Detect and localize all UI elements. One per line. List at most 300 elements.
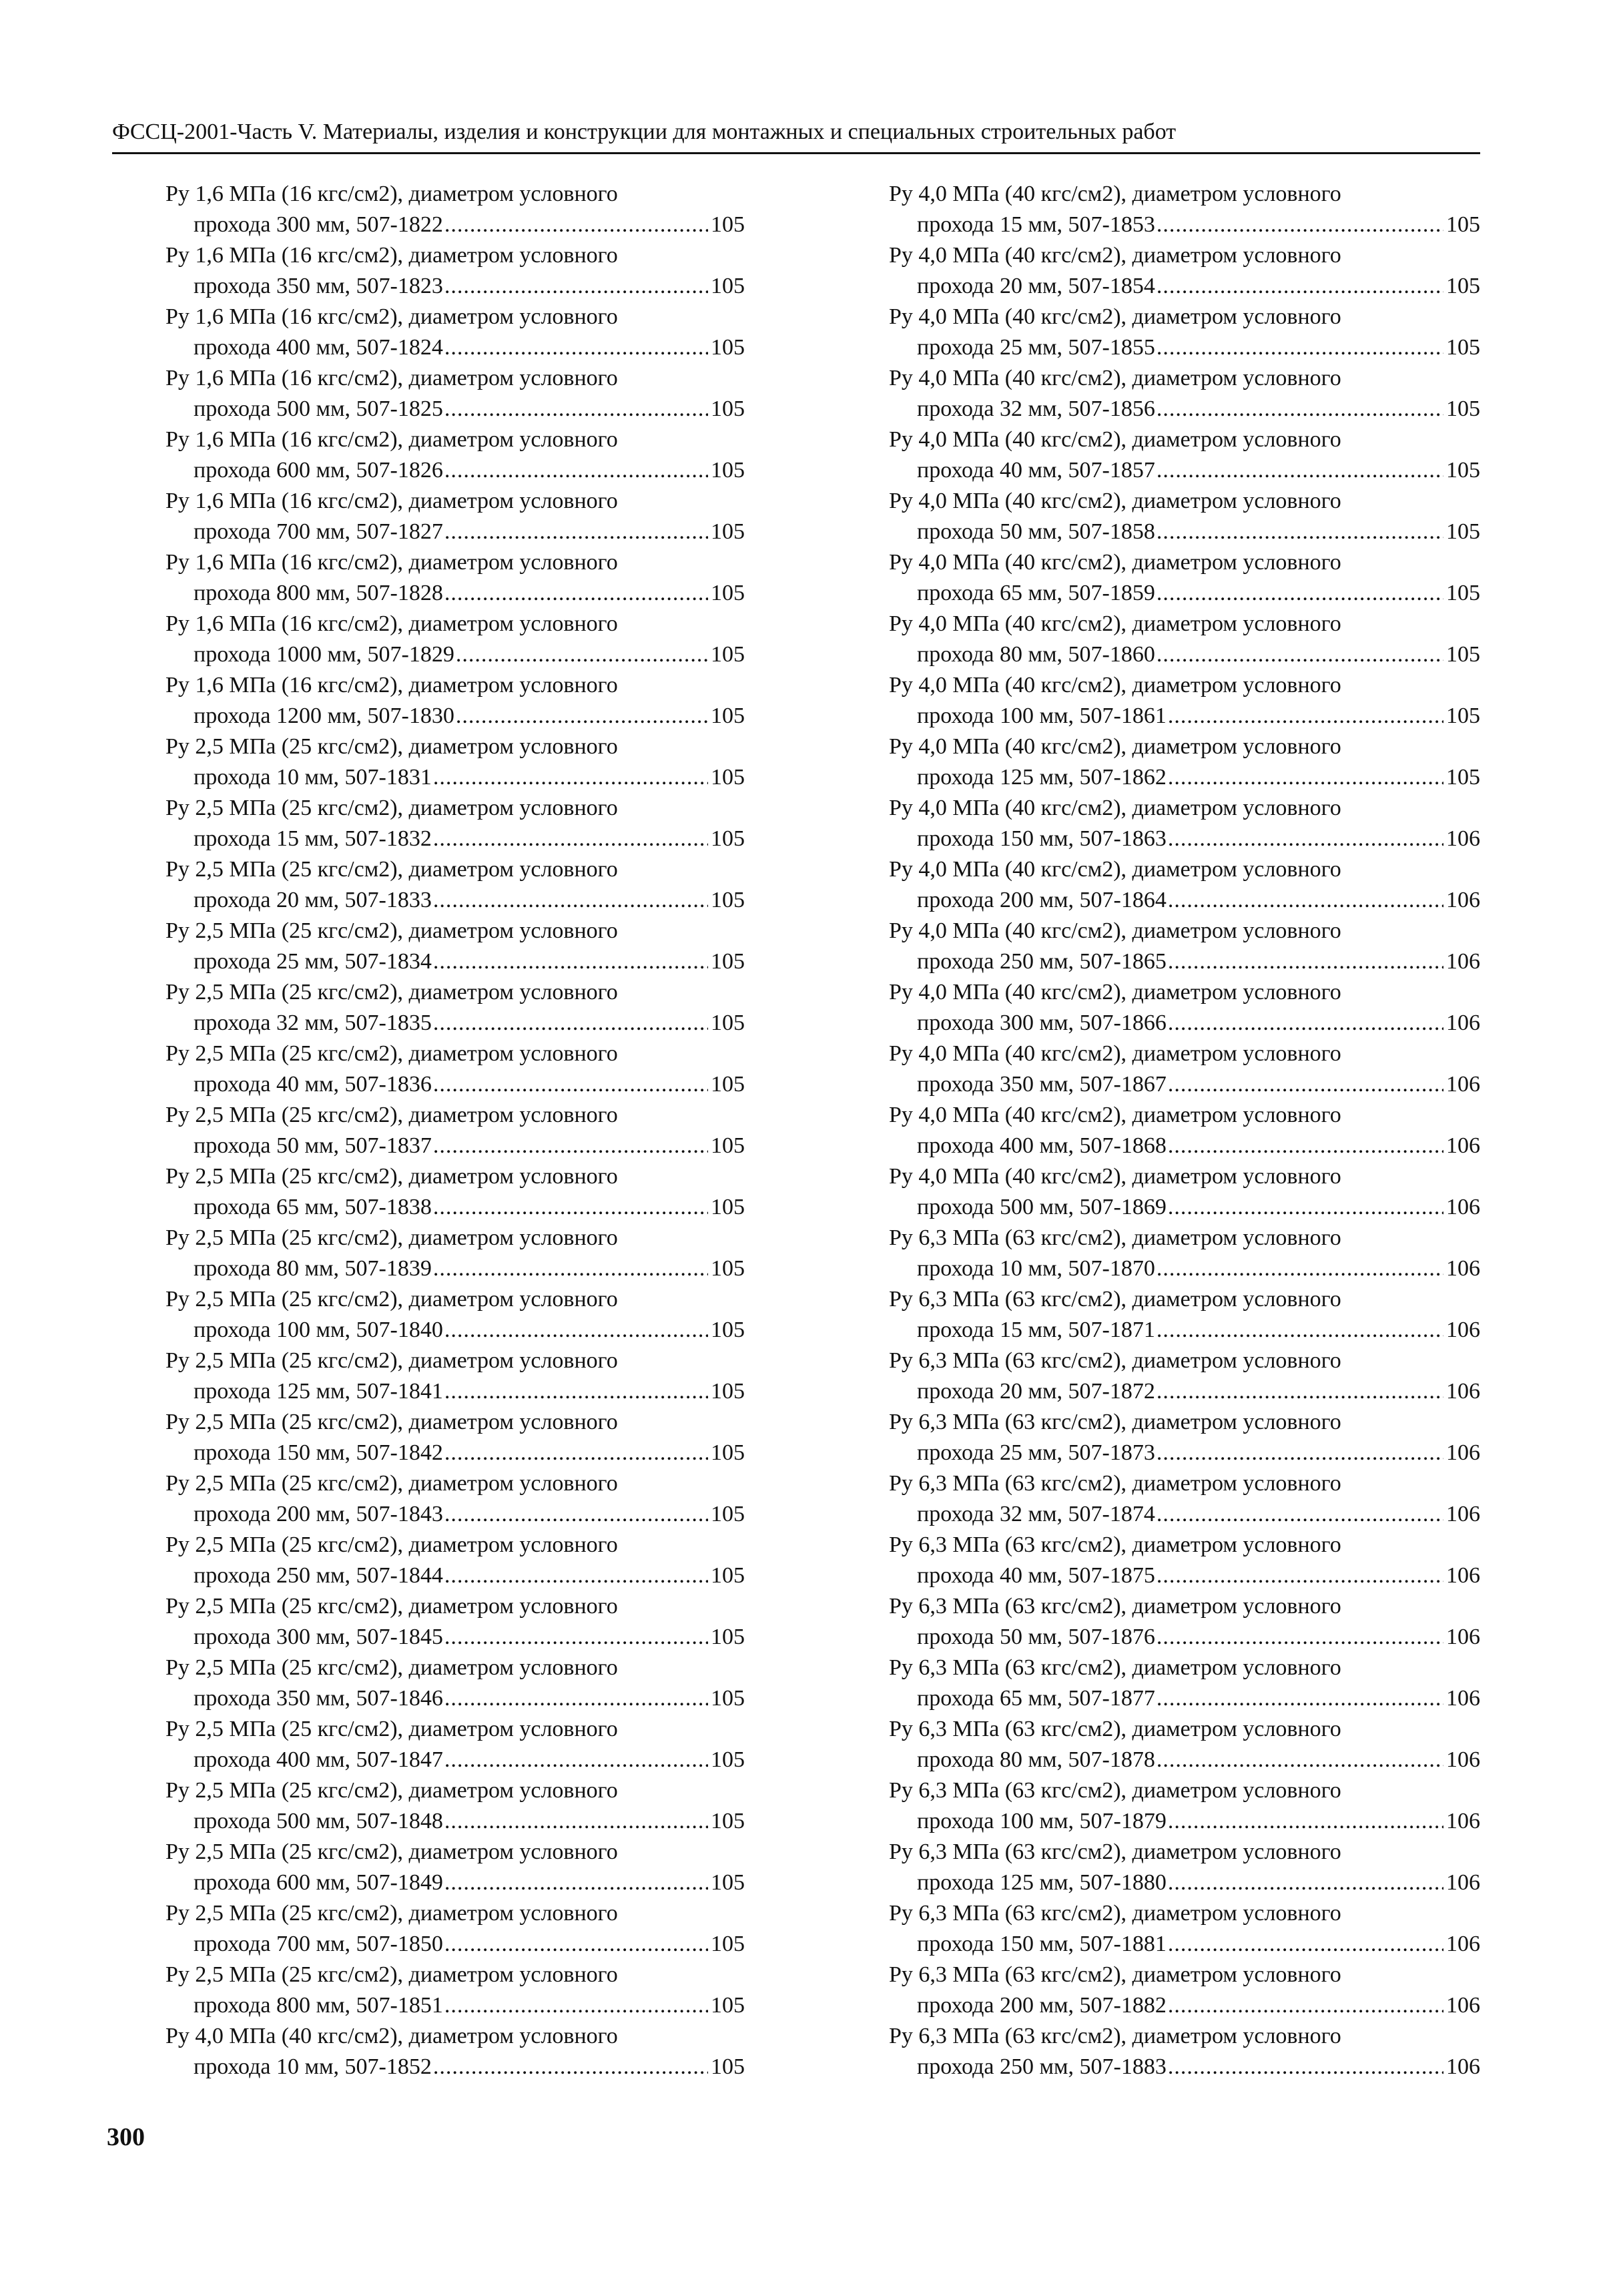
index-entry: [166, 854, 745, 916]
entry-code: прохода 32 мм, 507-1874: [917, 1502, 1155, 1526]
entry-page-ref: 105: [1446, 765, 1480, 790]
entry-description: Ру 4,0 МПа (40 кгс/см2), диаметром условного: [889, 1164, 1341, 1189]
index-entry: [889, 1653, 1480, 1714]
entry-code: прохода 15 мм, 507-1871: [917, 1318, 1155, 1342]
entry-description: Ру 4,0 МПа (40 кгс/см2), диаметром условного: [889, 243, 1341, 268]
index-entry: [166, 1468, 745, 1530]
entry-description: Ру 4,0 МПа (40 кгс/см2), диаметром условного: [889, 182, 1341, 206]
dot-leader: [1167, 946, 1443, 977]
dot-leader: [443, 271, 708, 302]
entry-page-ref: 105: [711, 1747, 745, 1772]
index-entry: [166, 179, 745, 240]
index-column-right: [889, 179, 1480, 2082]
dot-leader: [1167, 2052, 1443, 2082]
entry-description: Ру 4,0 МПа (40 кгс/см2), диаметром условного: [889, 1103, 1341, 1127]
entry-detail-row: [166, 1253, 745, 1284]
entry-detail-row: [166, 578, 745, 609]
entry-code: прохода 15 мм, 507-1832: [194, 826, 432, 851]
entry-code: прохода 65 мм, 507-1877: [917, 1686, 1155, 1711]
entry-description: Ру 6,3 МПа (63 кгс/см2), диаметром условного: [889, 1287, 1341, 1312]
index-entry: [166, 1960, 745, 2021]
index-entry: [889, 1284, 1480, 1346]
entry-detail-row: [889, 701, 1480, 732]
dot-leader: [1167, 1806, 1443, 1837]
entry-detail-row: [889, 1868, 1480, 1898]
entry-code: прохода 150 мм, 507-1863: [917, 826, 1167, 851]
entry-page-ref: 105: [711, 581, 745, 605]
entry-description: Ру 6,3 МПа (63 кгс/см2), диаметром условного: [889, 1471, 1341, 1496]
entry-page-ref: 105: [711, 274, 745, 298]
entry-description: Ру 2,5 МПа (25 кгс/см2), диаметром условного: [166, 1532, 618, 1557]
entry-description: Ру 1,6 МПа (16 кгс/см2), диаметром условного: [166, 243, 618, 268]
dot-leader: [443, 1745, 708, 1775]
entry-detail-row: [166, 1560, 745, 1591]
entry-detail-row: [889, 1745, 1480, 1775]
index-entry: [889, 793, 1480, 854]
dot-leader: [1155, 394, 1443, 424]
entry-code: прохода 350 мм, 507-1867: [917, 1072, 1167, 1097]
entry-page-ref: 105: [711, 1686, 745, 1711]
dot-leader: [432, 1253, 708, 1284]
index-entry: [166, 1530, 745, 1591]
index-entry: [889, 547, 1480, 609]
index-entry: [166, 977, 745, 1039]
entry-detail-row: [889, 639, 1480, 670]
entry-description: Ру 2,5 МПа (25 кгс/см2), диаметром условного: [166, 1164, 618, 1189]
entry-page-ref: 106: [1446, 1563, 1480, 1588]
entry-page-ref: 105: [711, 396, 745, 421]
entry-code: прохода 100 мм, 507-1861: [917, 703, 1167, 728]
entry-code: прохода 600 мм, 507-1849: [194, 1870, 443, 1895]
index-entry: [166, 1100, 745, 1161]
dot-leader: [432, 824, 708, 854]
entry-code: прохода 65 мм, 507-1838: [194, 1195, 432, 1219]
entry-description: Ру 1,6 МПа (16 кгс/см2), диаметром условного: [166, 427, 618, 452]
index-entry: [889, 916, 1480, 977]
entry-code: прохода 20 мм, 507-1854: [917, 274, 1155, 298]
entry-description: Ру 6,3 МПа (63 кгс/см2), диаметром условного: [889, 1901, 1341, 1926]
entry-detail-row: [889, 1008, 1480, 1039]
entry-page-ref: 105: [711, 212, 745, 237]
index-entry: [889, 1223, 1480, 1284]
entry-description: Ру 1,6 МПа (16 кгс/см2), диаметром условного: [166, 182, 618, 206]
entry-code: прохода 400 мм, 507-1868: [917, 1133, 1167, 1158]
dot-leader: [1155, 1253, 1443, 1284]
entry-code: прохода 80 мм, 507-1839: [194, 1256, 432, 1281]
entry-description: Ру 6,3 МПа (63 кгс/см2), диаметром условного: [889, 1594, 1341, 1619]
entry-description: Ру 2,5 МПа (25 кгс/см2), диаметром условного: [166, 1348, 618, 1373]
entry-detail-row: [166, 1315, 745, 1346]
entry-detail-row: [889, 578, 1480, 609]
entry-code: прохода 700 мм, 507-1850: [194, 1932, 443, 1956]
entry-code: прохода 10 мм, 507-1831: [194, 765, 432, 790]
dot-leader: [1155, 1683, 1443, 1714]
index-entry: [166, 486, 745, 547]
index-entry: [889, 670, 1480, 732]
dot-leader: [1155, 1560, 1443, 1591]
entry-page-ref: 106: [1446, 1502, 1480, 1526]
entry-description: Ру 2,5 МПа (25 кгс/см2), диаметром условного: [166, 1225, 618, 1250]
entry-detail-row: [889, 1253, 1480, 1284]
entry-code: прохода 150 мм, 507-1881: [917, 1932, 1167, 1956]
entry-page-ref: 105: [711, 1563, 745, 1588]
entry-detail-row: [889, 1622, 1480, 1653]
entry-page-ref: 106: [1446, 1747, 1480, 1772]
entry-code: прохода 100 мм, 507-1840: [194, 1318, 443, 1342]
dot-leader: [432, 1131, 708, 1161]
entry-description: Ру 2,5 МПа (25 кгс/см2), диаметром условного: [166, 1778, 618, 1803]
entry-description: Ру 1,6 МПа (16 кгс/см2), диаметром условного: [166, 304, 618, 329]
entry-code: прохода 10 мм, 507-1870: [917, 1256, 1155, 1281]
entry-description: Ру 4,0 МПа (40 кгс/см2), диаметром условного: [889, 734, 1341, 759]
index-entry: [166, 2021, 745, 2082]
dot-leader: [443, 1929, 708, 1960]
entry-page-ref: 105: [711, 1195, 745, 1219]
entry-description: Ру 6,3 МПа (63 кгс/см2), диаметром условного: [889, 1532, 1341, 1557]
dot-leader: [1155, 1438, 1443, 1468]
dot-leader: [1155, 1622, 1443, 1653]
dot-leader: [1155, 271, 1443, 302]
entry-code: прохода 300 мм, 507-1866: [917, 1011, 1167, 1035]
index-entry: [889, 1837, 1480, 1898]
index-entry: [889, 609, 1480, 670]
entry-page-ref: 106: [1446, 1072, 1480, 1097]
dot-leader: [1167, 1008, 1443, 1039]
entry-code: прохода 50 мм, 507-1858: [917, 519, 1155, 544]
dot-leader: [1155, 332, 1443, 363]
page-header: ФССЦ-2001-Часть V. Материалы, изделия и конструкции для монтажных и специальных строительных работ: [112, 117, 1480, 154]
index-entry: [889, 1775, 1480, 1837]
entry-description: Ру 1,6 МПа (16 кгс/см2), диаметром условного: [166, 489, 618, 513]
entry-page-ref: 105: [1446, 396, 1480, 421]
entry-code: прохода 125 мм, 507-1841: [194, 1379, 443, 1404]
entry-page-ref: 105: [711, 949, 745, 974]
entry-detail-row: [166, 517, 745, 547]
entry-code: прохода 300 мм, 507-1845: [194, 1625, 443, 1649]
entry-description: Ру 2,5 МПа (25 кгс/см2), диаметром условного: [166, 1655, 618, 1680]
entry-description: Ру 6,3 МПа (63 кгс/см2), диаметром условного: [889, 1225, 1341, 1250]
entry-description: Ру 6,3 МПа (63 кгс/см2), диаметром условного: [889, 1410, 1341, 1434]
entry-code: прохода 1200 мм, 507-1830: [194, 703, 454, 728]
entry-code: прохода 200 мм, 507-1864: [917, 888, 1167, 912]
entry-description: Ру 2,5 МПа (25 кгс/см2), диаметром условного: [166, 1041, 618, 1066]
entry-code: прохода 25 мм, 507-1855: [917, 335, 1155, 360]
dot-leader: [1155, 639, 1443, 670]
entry-page-ref: 105: [711, 642, 745, 667]
entry-detail-row: [889, 1683, 1480, 1714]
entry-detail-row: [889, 1131, 1480, 1161]
entry-code: прохода 65 мм, 507-1859: [917, 581, 1155, 605]
entry-code: прохода 150 мм, 507-1842: [194, 1440, 443, 1465]
entry-page-ref: 105: [1446, 212, 1480, 237]
index-entry: [166, 240, 745, 302]
entry-page-ref: 105: [711, 1870, 745, 1895]
entry-description: Ру 2,5 МПа (25 кгс/см2), диаметром условного: [166, 1103, 618, 1127]
index-entry: [889, 1161, 1480, 1223]
entry-code: прохода 80 мм, 507-1860: [917, 642, 1155, 667]
entry-detail-row: [166, 271, 745, 302]
entry-page-ref: 105: [711, 1932, 745, 1956]
entry-description: Ру 2,5 МПа (25 кгс/см2), диаметром условного: [166, 1962, 618, 1987]
entry-page-ref: 105: [711, 2054, 745, 2079]
entry-detail-row: [166, 1929, 745, 1960]
entry-page-ref: 106: [1446, 1993, 1480, 2018]
dot-leader: [1167, 701, 1443, 732]
index-entry: [166, 1591, 745, 1653]
index-entry: [889, 1898, 1480, 1960]
entry-code: прохода 40 мм, 507-1836: [194, 1072, 432, 1097]
entry-page-ref: 106: [1446, 1809, 1480, 1833]
index-entry: [889, 854, 1480, 916]
dot-leader: [1167, 1868, 1443, 1898]
entry-page-ref: 106: [1446, 888, 1480, 912]
entry-page-ref: 106: [1446, 1686, 1480, 1711]
entry-code: прохода 40 мм, 507-1857: [917, 458, 1155, 483]
entry-code: прохода 350 мм, 507-1846: [194, 1686, 443, 1711]
entry-code: прохода 250 мм, 507-1865: [917, 949, 1167, 974]
entry-description: Ру 1,6 МПа (16 кгс/см2), диаметром условного: [166, 366, 618, 390]
entry-code: прохода 10 мм, 507-1852: [194, 2054, 432, 2079]
entry-code: прохода 25 мм, 507-1834: [194, 949, 432, 974]
entry-detail-row: [166, 455, 745, 486]
entry-detail-row: [166, 210, 745, 240]
entry-detail-row: [889, 885, 1480, 916]
entry-code: прохода 250 мм, 507-1844: [194, 1563, 443, 1588]
entry-page-ref: 105: [711, 1318, 745, 1342]
dot-leader: [443, 578, 708, 609]
index-entry: [889, 486, 1480, 547]
entry-detail-row: [166, 762, 745, 793]
entry-page-ref: 106: [1446, 1440, 1480, 1465]
entry-detail-row: [166, 1868, 745, 1898]
dot-leader: [443, 1868, 708, 1898]
entry-page-ref: 106: [1446, 949, 1480, 974]
entry-page-ref: 105: [711, 1256, 745, 1281]
entry-description: Ру 4,0 МПа (40 кгс/см2), диаметром условного: [889, 427, 1341, 452]
entry-detail-row: [889, 394, 1480, 424]
dot-leader: [443, 1990, 708, 2021]
entry-detail-row: [889, 1438, 1480, 1468]
index-entry: [166, 1714, 745, 1775]
index-entry: [889, 1346, 1480, 1407]
dot-leader: [443, 1622, 708, 1653]
entry-code: прохода 25 мм, 507-1873: [917, 1440, 1155, 1465]
entry-detail-row: [889, 762, 1480, 793]
entry-detail-row: [166, 1438, 745, 1468]
entry-detail-row: [166, 1622, 745, 1653]
entry-detail-row: [166, 1683, 745, 1714]
entry-page-ref: 105: [711, 1440, 745, 1465]
dot-leader: [432, 2052, 708, 2082]
entry-detail-row: [166, 2052, 745, 2082]
entry-code: прохода 15 мм, 507-1853: [917, 212, 1155, 237]
index-entry: [166, 1161, 745, 1223]
dot-leader: [1155, 517, 1443, 547]
entry-page-ref: 106: [1446, 1195, 1480, 1219]
entry-description: Ру 2,5 МПа (25 кгс/см2), диаметром условного: [166, 857, 618, 882]
entry-page-ref: 105: [711, 1072, 745, 1097]
entry-code: прохода 125 мм, 507-1862: [917, 765, 1167, 790]
index-entry: [889, 1100, 1480, 1161]
entry-page-ref: 106: [1446, 1318, 1480, 1342]
index-entry: [166, 547, 745, 609]
dot-leader: [443, 1499, 708, 1530]
entry-detail-row: [889, 1499, 1480, 1530]
entry-page-ref: 106: [1446, 2054, 1480, 2079]
dot-leader: [443, 394, 708, 424]
entry-detail-row: [166, 824, 745, 854]
page-number: 300: [107, 2123, 145, 2151]
index-entry: [889, 1714, 1480, 1775]
entry-description: Ру 4,0 МПа (40 кгс/см2), диаметром условного: [889, 611, 1341, 636]
dot-leader: [1155, 210, 1443, 240]
entry-code: прохода 80 мм, 507-1878: [917, 1747, 1155, 1772]
dot-leader: [432, 762, 708, 793]
dot-leader: [1155, 1499, 1443, 1530]
dot-leader: [1167, 1929, 1443, 1960]
entry-page-ref: 105: [711, 1809, 745, 1833]
dot-leader: [443, 210, 708, 240]
entry-detail-row: [166, 1008, 745, 1039]
dot-leader: [443, 455, 708, 486]
index-entry: [889, 179, 1480, 240]
entry-description: Ру 2,5 МПа (25 кгс/см2), диаметром условного: [166, 734, 618, 759]
dot-leader: [432, 946, 708, 977]
entry-code: прохода 250 мм, 507-1883: [917, 2054, 1167, 2079]
dot-leader: [1167, 885, 1443, 916]
entry-code: прохода 500 мм, 507-1825: [194, 396, 443, 421]
dot-leader: [432, 1008, 708, 1039]
entry-code: прохода 50 мм, 507-1876: [917, 1625, 1155, 1649]
dot-leader: [443, 1560, 708, 1591]
index-entry: [166, 1775, 745, 1837]
entry-detail-row: [166, 332, 745, 363]
entry-detail-row: [889, 1315, 1480, 1346]
entry-description: Ру 4,0 МПа (40 кгс/см2), диаметром условного: [889, 1041, 1341, 1066]
index-entry: [889, 424, 1480, 486]
entry-page-ref: 106: [1446, 1625, 1480, 1649]
entry-page-ref: 105: [711, 1133, 745, 1158]
index-entry: [889, 363, 1480, 424]
entry-detail-row: [889, 271, 1480, 302]
entry-code: прохода 1000 мм, 507-1829: [194, 642, 454, 667]
dot-leader: [454, 639, 708, 670]
entry-detail-row: [166, 1806, 745, 1837]
entry-description: Ру 2,5 МПа (25 кгс/см2), диаметром условного: [166, 980, 618, 1005]
entry-page-ref: 106: [1446, 826, 1480, 851]
entry-code: прохода 800 мм, 507-1828: [194, 581, 443, 605]
entry-description: Ру 4,0 МПа (40 кгс/см2), диаметром условного: [889, 857, 1341, 882]
index-entry: [166, 670, 745, 732]
entry-detail-row: [889, 1560, 1480, 1591]
entry-page-ref: 105: [711, 888, 745, 912]
dot-leader: [432, 885, 708, 916]
entry-page-ref: 105: [1446, 581, 1480, 605]
entry-code: прохода 125 мм, 507-1880: [917, 1870, 1167, 1895]
entry-page-ref: 105: [711, 1625, 745, 1649]
entry-page-ref: 105: [711, 458, 745, 483]
entry-description: Ру 2,5 МПа (25 кгс/см2), диаметром условного: [166, 918, 618, 943]
entry-page-ref: 105: [1446, 335, 1480, 360]
entry-page-ref: 105: [711, 1502, 745, 1526]
entry-detail-row: [889, 1192, 1480, 1223]
index-entry: [166, 363, 745, 424]
dot-leader: [1167, 1069, 1443, 1100]
entry-code: прохода 200 мм, 507-1882: [917, 1993, 1167, 2018]
entry-detail-row: [166, 1499, 745, 1530]
entry-code: прохода 700 мм, 507-1827: [194, 519, 443, 544]
entry-code: прохода 500 мм, 507-1848: [194, 1809, 443, 1833]
dot-leader: [1155, 578, 1443, 609]
entry-detail-row: [166, 394, 745, 424]
entry-detail-row: [166, 1376, 745, 1407]
index-entry: [166, 1346, 745, 1407]
dot-leader: [443, 1315, 708, 1346]
entry-description: Ру 6,3 МПа (63 кгс/см2), диаметром условного: [889, 2024, 1341, 2048]
entry-code: прохода 20 мм, 507-1833: [194, 888, 432, 912]
entry-detail-row: [889, 210, 1480, 240]
entry-code: прохода 100 мм, 507-1879: [917, 1809, 1167, 1833]
index-entry: [166, 1223, 745, 1284]
index-entry: [889, 1039, 1480, 1100]
entry-detail-row: [889, 517, 1480, 547]
entry-description: Ру 2,5 МПа (25 кгс/см2), диаметром условного: [166, 1901, 618, 1926]
entry-page-ref: 105: [711, 703, 745, 728]
entry-code: прохода 350 мм, 507-1823: [194, 274, 443, 298]
index-entry: [166, 609, 745, 670]
entry-description: Ру 2,5 МПа (25 кгс/см2), диаметром условного: [166, 1594, 618, 1619]
index-entry: [166, 1284, 745, 1346]
index-entry: [166, 1653, 745, 1714]
dot-leader: [1167, 1192, 1443, 1223]
entry-detail-row: [166, 946, 745, 977]
entry-page-ref: 105: [711, 519, 745, 544]
entry-page-ref: 105: [711, 1379, 745, 1404]
entry-page-ref: 105: [711, 1993, 745, 2018]
entry-description: Ру 1,6 МПа (16 кгс/см2), диаметром условного: [166, 550, 618, 575]
entry-description: Ру 6,3 МПа (63 кгс/см2), диаметром условного: [889, 1962, 1341, 1987]
entry-detail-row: [166, 639, 745, 670]
index-entry: [889, 2021, 1480, 2082]
index-entry: [889, 732, 1480, 793]
entry-description: Ру 4,0 МПа (40 кгс/см2), диаметром условного: [889, 796, 1341, 820]
index-entry: [166, 424, 745, 486]
entry-detail-row: [889, 455, 1480, 486]
dot-leader: [1155, 1376, 1443, 1407]
entry-page-ref: 106: [1446, 1379, 1480, 1404]
entry-description: Ру 4,0 МПа (40 кгс/см2), диаметром условного: [889, 673, 1341, 697]
entry-detail-row: [889, 1376, 1480, 1407]
entry-detail-row: [166, 1990, 745, 2021]
entry-detail-row: [889, 1990, 1480, 2021]
dot-leader: [454, 701, 708, 732]
dot-leader: [443, 1683, 708, 1714]
entry-page-ref: 105: [1446, 274, 1480, 298]
entry-description: Ру 2,5 МПа (25 кгс/см2), диаметром условного: [166, 1287, 618, 1312]
index-entry: [166, 1407, 745, 1468]
entry-page-ref: 106: [1446, 1256, 1480, 1281]
entry-description: Ру 6,3 МПа (63 кгс/см2), диаметром условного: [889, 1717, 1341, 1741]
entry-page-ref: 105: [711, 826, 745, 851]
entry-description: Ру 6,3 МПа (63 кгс/см2), диаметром условного: [889, 1655, 1341, 1680]
dot-leader: [432, 1192, 708, 1223]
index-entry: [889, 302, 1480, 363]
index-column-left: [166, 179, 745, 2082]
entry-code: прохода 32 мм, 507-1856: [917, 396, 1155, 421]
entry-page-ref: 106: [1446, 1870, 1480, 1895]
entry-detail-row: [166, 1131, 745, 1161]
entry-code: прохода 800 мм, 507-1851: [194, 1993, 443, 2018]
